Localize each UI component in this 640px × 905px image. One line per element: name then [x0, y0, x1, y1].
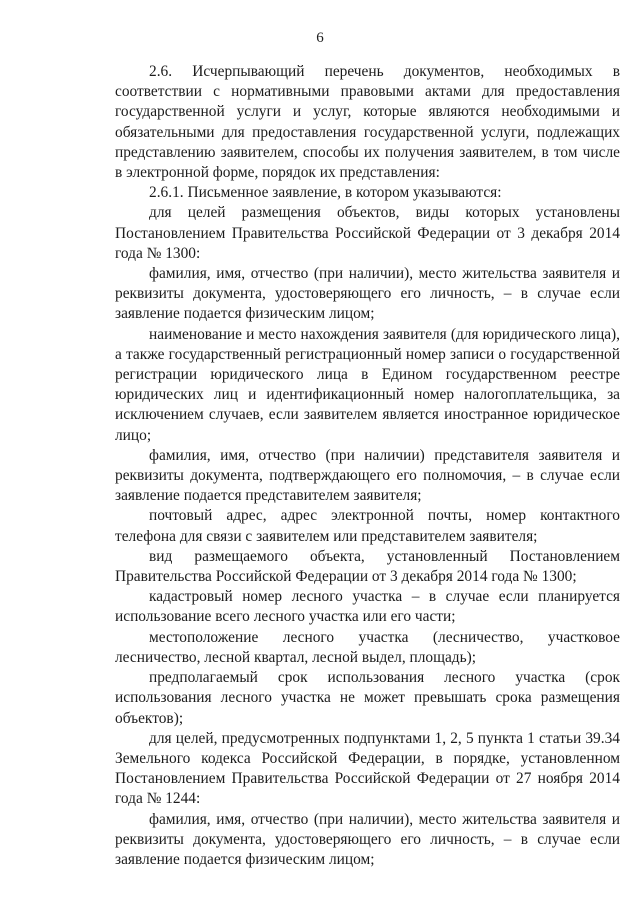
paragraph-cadastral-number: кадастровый номер лесного участка – в случае если планируется использование всего лесного участка или его части;: [115, 588, 620, 626]
paragraph-objects-1300: для целей размещения объектов, виды которых установлены Постановлением Правительства Российской Федерации от 3 декабря 2014 года № 1300:: [115, 204, 620, 262]
paragraph-location: местоположение лесного участка (лесничество, участковое лесничество, лесной квартал, лесной выдел, площадь);: [115, 628, 620, 666]
paragraph-2-6-1: 2.6.1. Письменное заявление, в котором указываются:: [149, 184, 502, 202]
paragraph-applicant-individual: фамилия, имя, отчество (при наличии), место жительства заявителя и реквизиты документа, удостоверяющего его личность, – в случае если заявление подается физическим лицом;: [115, 265, 620, 323]
paragraph-object-type: вид размещаемого объекта, установленный Постановлением Правительства Российской Федерации от 3 декабря 2014 года № 1300;: [115, 547, 620, 586]
paragraph-applicant-individual-2: фамилия, имя, отчество (при наличии), место жительства заявителя и реквизиты документа, удостоверяющего его личность, – в случае если заявление подается физическим лицом;: [115, 810, 620, 868]
paragraph-representative: фамилия, имя, отчество (при наличии) представителя заявителя и реквизиты документа, подтверждающего его полномочия, – в случае если заявление подается представителем заявителя;: [115, 446, 620, 505]
paragraph-contacts: почтовый адрес, адрес электронной почты, номер контактного телефона для связи с заявителем или представителем заявителя;: [115, 507, 620, 545]
paragraph-2-6: 2.6. Исчерпывающий перечень документов, необходимых в соответствии с нормативными правовыми актами для предоставления государственной услуги и услуг, которые являются необходимыми и обязательными для предоставления государственной услуги, подлежащих представлению заявителем, способы их получения заявителем, в том числе в электронной форме, порядок их представления:: [115, 63, 620, 182]
paragraph-term: предполагаемый срок использования лесного участка (срок использования лесного участка не может превышать срока размещения объектов);: [115, 669, 620, 727]
page-number: 6: [316, 30, 324, 46]
paragraph-applicant-legal-entity: наименование и место нахождения заявителя (для юридического лица), а также государственный регистрационный номер записи о государственной регистрации юридического лица в Едином государственном реестре юридических лиц и идентификационный номер налогоплательщика, за исключением случаев, если заявителем является иностранное юридическое лицо;: [115, 325, 620, 444]
document-body: [115, 62, 620, 870]
paragraph-purposes-39-34: для целей, предусмотренных подпунктами 1, 2, 5 пункта 1 статьи 39.34 Земельного кодекса Российской Федерации, в порядке, установленном Постановлением Правительства Российской Федерации от 27 ноября 2014 года № 1244:: [115, 729, 620, 808]
